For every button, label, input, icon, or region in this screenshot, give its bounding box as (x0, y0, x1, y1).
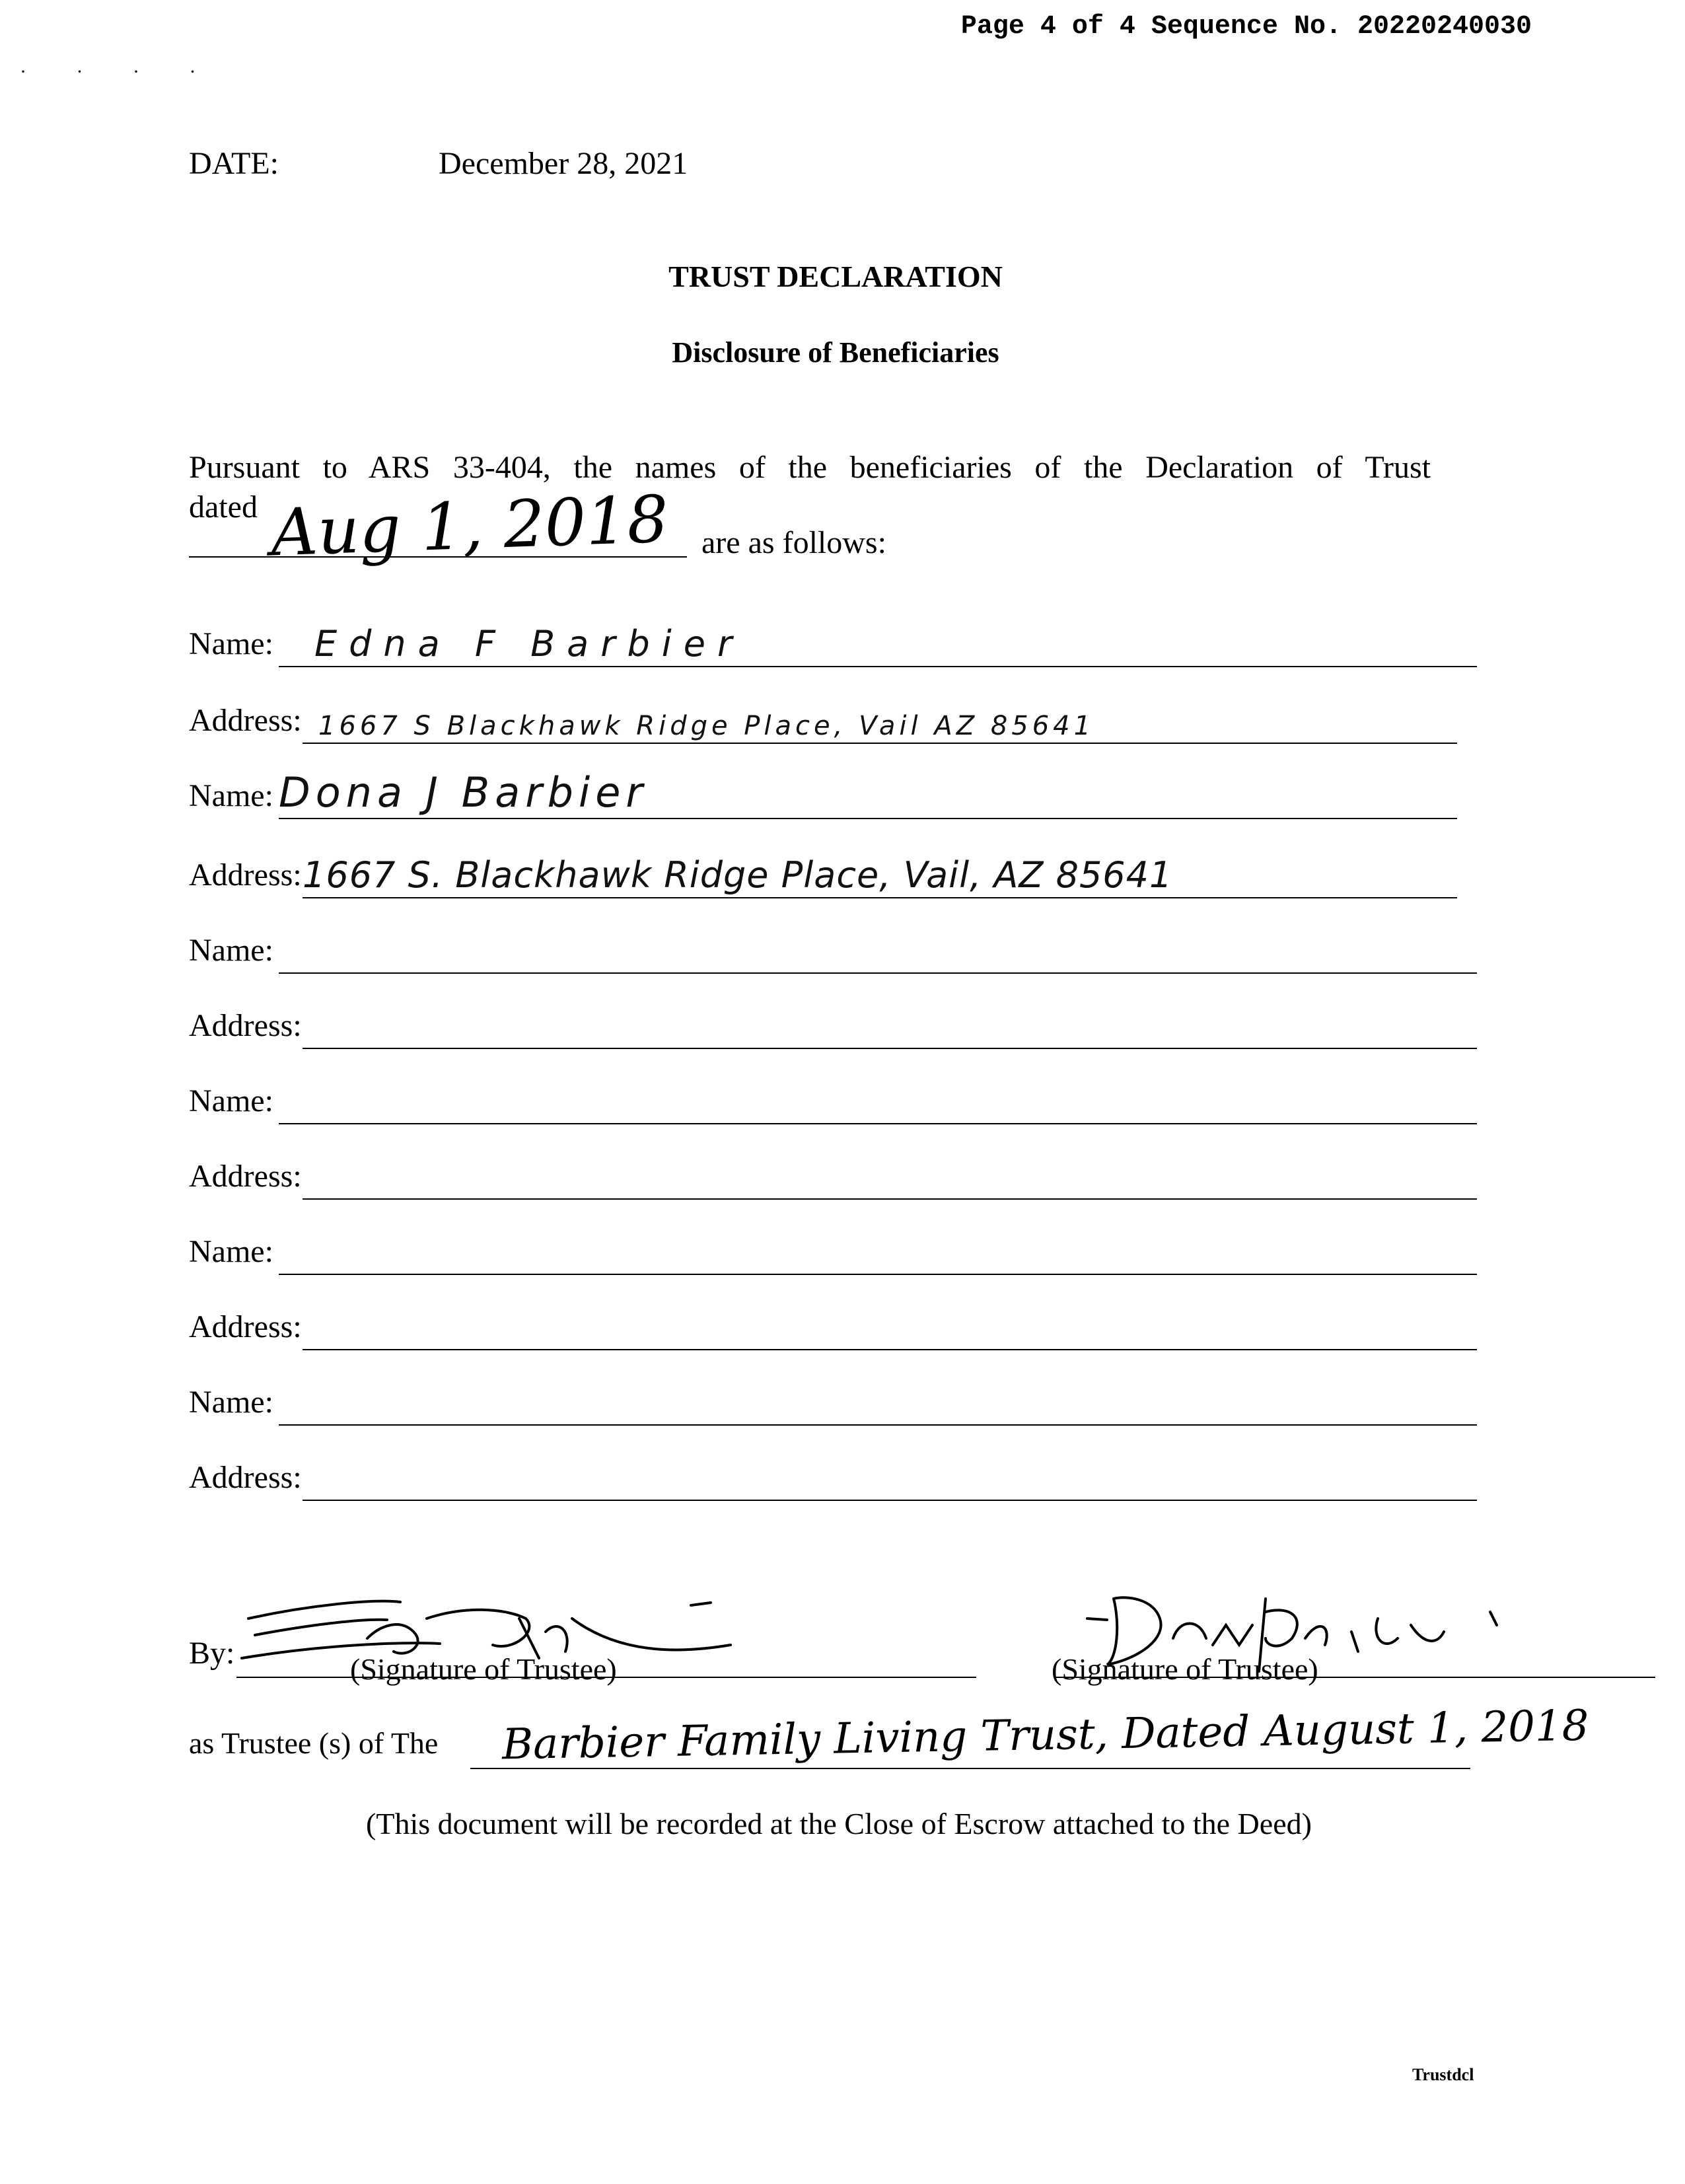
address-field-line (303, 897, 1457, 898)
beneficiary-3-address-row (189, 1003, 1477, 1049)
address-field-line (303, 1500, 1477, 1501)
address-label: Address: (189, 1460, 302, 1495)
beneficiary-2-name-row (189, 768, 1477, 819)
dated-label: dated (189, 490, 258, 525)
name-field-line (279, 666, 1477, 667)
beneficiary-1-name-row (189, 621, 1477, 667)
name-label: Name: (189, 778, 273, 813)
recording-note: (This document will be recorded at the Close of Escrow attached to the Deed) (366, 1807, 1312, 1840)
name-label: Name: (189, 1083, 273, 1118)
address-label: Address: (189, 1008, 302, 1043)
address-label: Address: (189, 1309, 302, 1344)
address-field-line (303, 743, 1457, 744)
address-label: Address: (189, 703, 302, 738)
name-field-line (279, 972, 1477, 974)
beneficiary-1-address-row (189, 698, 1477, 744)
document-subtitle: Disclosure of Beneficiaries (672, 336, 999, 369)
beneficiary-name-handwritten: Edna F Barbier (314, 623, 744, 665)
address-label: Address: (189, 1159, 302, 1194)
name-label: Name: (189, 1234, 273, 1269)
page-sequence-header: Page 4 of 4 Sequence No. 20220240030 (960, 12, 1532, 42)
beneficiary-address-handwritten: 1667 S Blackhawk Ridge Place, Vail AZ 85641 (318, 711, 1095, 741)
beneficiary-4-address-row (189, 1153, 1477, 1200)
by-label: By: (189, 1636, 235, 1671)
address-field-line (303, 1349, 1477, 1350)
name-label: Name: (189, 1385, 273, 1420)
trust-name-line (470, 1768, 1470, 1769)
beneficiary-5-address-row (189, 1304, 1477, 1350)
beneficiary-2-address-row (189, 852, 1477, 898)
name-field-line (279, 1123, 1477, 1124)
beneficiary-4-name-row (189, 1078, 1477, 1124)
beneficiary-3-name-row (189, 928, 1477, 974)
trustee-label: as Trustee (s) of The (189, 1726, 439, 1760)
document-title: TRUST DECLARATION (668, 260, 1003, 293)
form-code: Trustdcl (1412, 2065, 1474, 2084)
signature-caption-2: (Signature of Trustee) (1052, 1652, 1318, 1686)
scan-specks: · · · · (20, 61, 219, 83)
beneficiary-6-address-row (189, 1455, 1477, 1501)
beneficiary-5-name-row (189, 1229, 1477, 1275)
dated-handwritten-value: Aug 1, 2018 (269, 482, 670, 571)
signature-caption-1: (Signature of Trustee) (350, 1652, 617, 1686)
name-field-line (279, 1424, 1477, 1426)
address-label: Address: (189, 857, 302, 892)
name-label: Name: (189, 626, 273, 661)
name-field-line (279, 1274, 1477, 1275)
are-as-follows-text: are as follows: (701, 525, 886, 560)
address-field-line (303, 1048, 1477, 1049)
beneficiary-name-handwritten: Dona J Barbier (279, 768, 648, 817)
beneficiary-6-name-row (189, 1379, 1477, 1426)
date-value: December 28, 2021 (439, 146, 688, 181)
name-field-line (279, 818, 1457, 819)
date-label: DATE: (189, 146, 279, 181)
address-field-line (303, 1198, 1477, 1200)
intro-text: Pursuant to ARS 33-404, the names of the beneficiaries of the Declaration of Trust (189, 450, 1431, 485)
trust-name-handwritten: Barbier Family Living Trust, Dated August 1, 2018 (501, 1701, 1589, 1770)
beneficiary-address-handwritten: 1667 S. Blackhawk Ridge Place, Vail, AZ 85641 (303, 854, 1173, 896)
name-label: Name: (189, 933, 273, 968)
